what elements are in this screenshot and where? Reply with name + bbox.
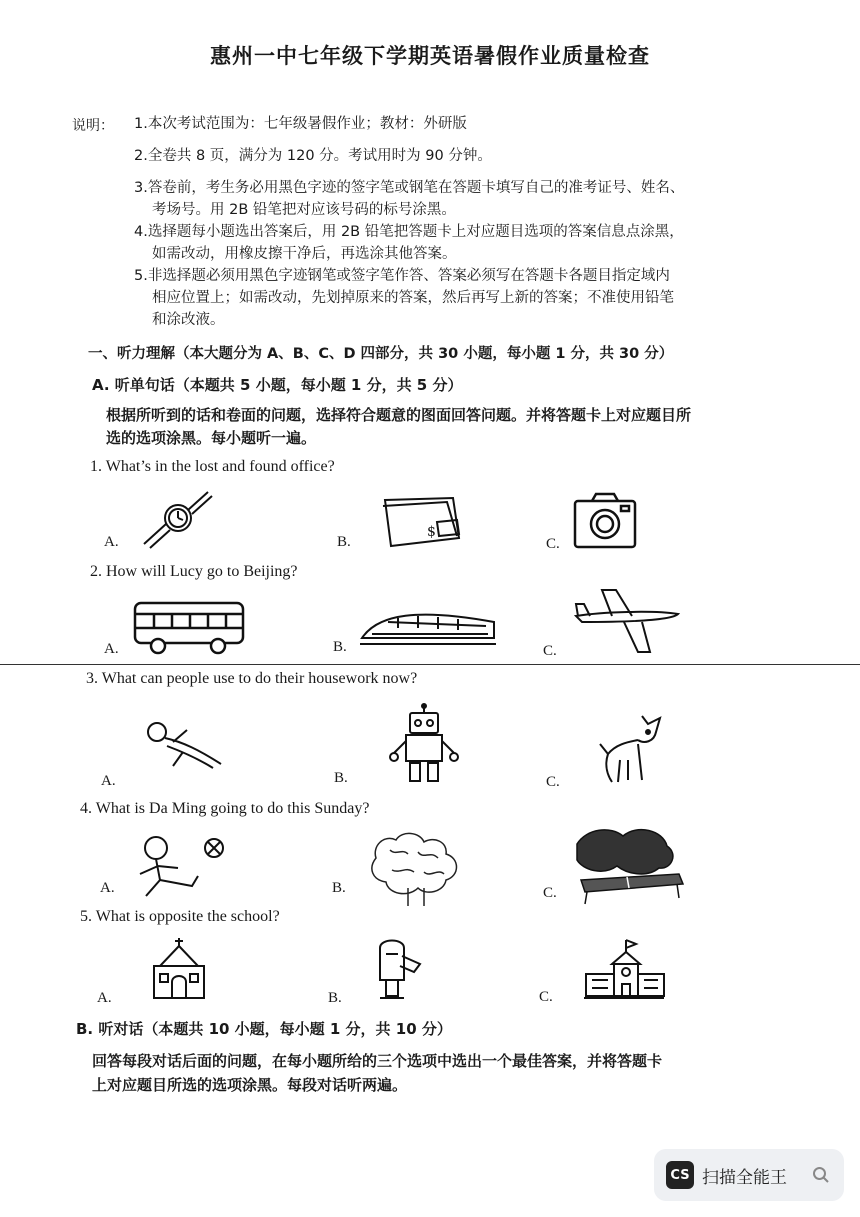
scanner-watermark (654, 1149, 844, 1201)
scanner-logo: CS (666, 1161, 694, 1189)
part-b-instruction: 回答每段对话后面的问题，在每小题所给的三个选项中选出一个最佳答案，并将答题卡 (92, 1052, 663, 1070)
bus-icon (132, 600, 246, 656)
school-icon (582, 938, 666, 1002)
note-line: 1.本次考试范围为：七年级暑假作业；教材：外研版 (134, 116, 467, 132)
option-b-label: B. (334, 770, 348, 786)
part-b-instruction: 上对应题目所选的选项涂黑。每段对话听两遍。 (92, 1076, 408, 1094)
question-2: 2. How will Lucy go to Beijing? (90, 563, 298, 580)
option-b-label: B. (332, 880, 346, 896)
trees-icon (368, 828, 468, 908)
search-icon[interactable] (812, 1166, 830, 1184)
part-a-instruction: 选的选项涂黑。每小题听一遍。 (106, 429, 317, 447)
option-c-label: C. (546, 536, 560, 552)
watch-icon (140, 488, 214, 550)
question-5: 5. What is opposite the school? (80, 908, 280, 925)
robot-icon (388, 703, 460, 787)
train-icon (358, 604, 498, 648)
option-c-label: C. (543, 643, 557, 659)
option-c-label: C. (539, 989, 553, 1005)
note-line: 考场号。用 2B 铅笔把对应该号码的标号涂黑。 (152, 202, 456, 218)
table-tennis-icon (567, 824, 687, 908)
svg-text:$: $ (427, 524, 436, 540)
notes-label: 说明： (72, 118, 114, 134)
dog-icon (598, 710, 668, 786)
question-4: 4. What is Da Ming going to do this Sunday? (80, 800, 370, 817)
part-a-heading: A. 听单句话（本题共 5 小题，每小题 1 分，共 5 分） (92, 376, 463, 394)
scanner-brand-text: 扫描全能王 (702, 1167, 787, 1188)
camera-icon (572, 491, 638, 551)
note-line: 3.答卷前，考生务必用黑色字迹的签字笔或钢笔在答题卡填写自己的准考证号、姓名、 (134, 180, 685, 196)
option-c-label: C. (546, 774, 560, 790)
option-c-label: C. (543, 885, 557, 901)
question-1: 1. What’s in the lost and found office? (90, 458, 335, 475)
option-a-label: A. (100, 880, 115, 896)
note-line: 5.非选择题必须用黑色字迹钢笔或签字笔作答、答案必须写在答题卡各题目指定域内 (134, 268, 670, 284)
plane-icon (572, 586, 682, 656)
note-line: 相应位置上；如需改动，先划掉原来的答案，然后再写上新的答案；不准使用铅笔 (152, 290, 674, 306)
flying-boy-icon (143, 716, 225, 772)
church-icon (146, 936, 212, 1002)
football-icon (132, 834, 228, 904)
option-a-label: A. (97, 990, 112, 1006)
option-b-label: B. (333, 639, 347, 655)
option-b-label: B. (328, 990, 342, 1006)
section-heading: 一、听力理解（本大题分为 A、B、C、D 四部分，共 30 小题，每小题 1 分，共 30 分） (88, 346, 674, 362)
option-a-label: A. (101, 773, 116, 789)
note-line: 如需改动，用橡皮擦干净后，再选涂其他答案。 (152, 246, 457, 262)
note-line: 和涂改液。 (152, 312, 225, 328)
postbox-icon (376, 936, 424, 1002)
option-a-label: A. (104, 641, 119, 657)
part-a-instruction: 根据所听到的话和卷面的问题，选择符合题意的图面回答问题。并将答题卡上对应题目所 (106, 406, 692, 424)
wallet-icon (377, 492, 463, 552)
option-a-label: A. (104, 534, 119, 550)
option-b-label: B. (337, 534, 351, 550)
question-3: 3. What can people use to do their housework now? (86, 670, 418, 687)
note-line: 2.全卷共 8 页，满分为 120 分。考试用时为 90 分钟。 (134, 148, 492, 164)
part-b-heading: B. 听对话（本题共 10 小题，每小题 1 分，共 10 分） (76, 1020, 452, 1038)
page-title: 惠州一中七年级下学期英语暑假作业质量检查 (210, 44, 650, 68)
note-line: 4.选择题每小题选出答案后，用 2B 铅笔把答题卡上对应题目选项的答案信息点涂黑， (134, 224, 684, 240)
fold-line (0, 664, 860, 665)
